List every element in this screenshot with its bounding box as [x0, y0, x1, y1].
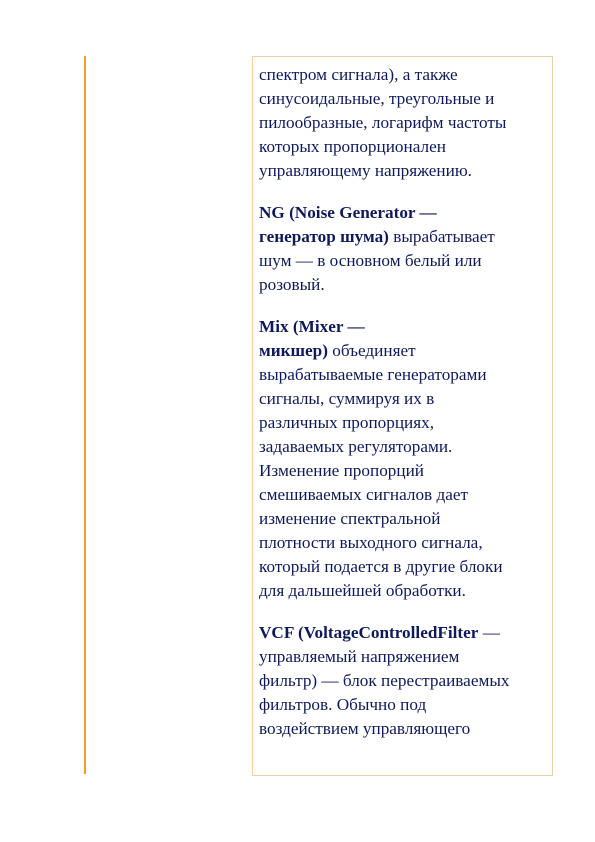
paragraph-text: спектром сигнала), а также синусоидальные, треугольные и пилообразные, логарифм частоты которых пропорционален управляющему напряжению. [259, 65, 507, 180]
term-noise-generator: NG (Noise Generator — генератор шума) [259, 203, 437, 246]
term-mixer: Mix (Mixer — микшер) [259, 317, 365, 360]
paragraph-vcf [259, 621, 546, 741]
paragraph-mixer [259, 315, 546, 603]
left-margin-rule [84, 56, 86, 774]
paragraph-text: вырабатывает шум — в основном белый или розовый. [259, 227, 495, 294]
text-column [252, 56, 553, 776]
paragraph-noise-generator [259, 201, 546, 297]
paragraph-spectrum [259, 63, 546, 183]
paragraph-text: объединяет вырабатываемые генераторами сигналы, суммируя их в различных пропорциях, задаваемых регуляторами. Изменение пропорций смешиваемых сигналов дает изменение спектральной плотности выходного сигнала, который подается в другие блоки для дальшейшей обработки. [259, 341, 503, 600]
term-vcf: VCF (VoltageControlledFilter [259, 623, 479, 642]
paragraph-text: — управляемый напряжением фильтр) — блок перестраиваемых фильтров. Обычно под воздействием управляющего [259, 623, 510, 738]
